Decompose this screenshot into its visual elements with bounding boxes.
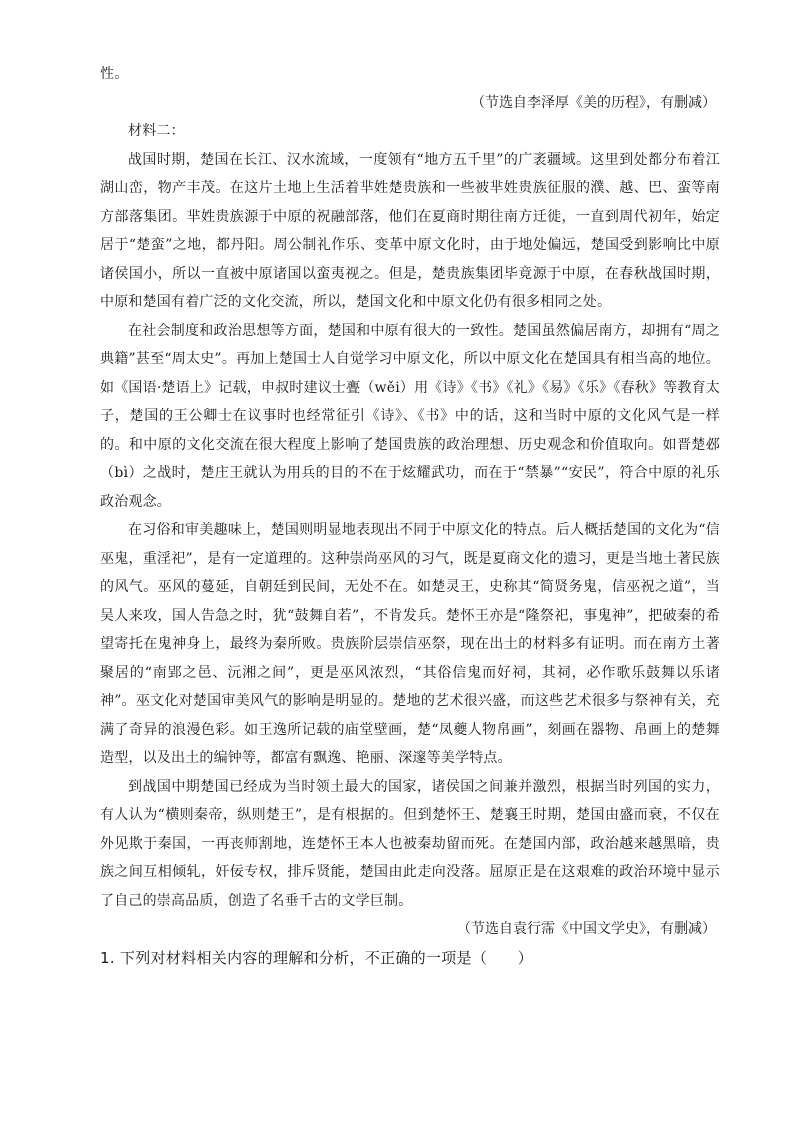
fragment-end: 性。	[100, 66, 129, 82]
source-citation-1: （节选自李泽厚《美的历程》，有删减）	[471, 94, 716, 111]
paragraph-2: 在社会制度和政治思想等方面，楚国和中原有很大的一致性。楚国虽然偏居南方，却拥有“周之典籍”甚至“周太史”。再加上楚国士人自觉学习中原文化，所以中原文化在楚国具有相当高的地位。如《国语·楚语上》记载，申叔时建议士亹（wěi）用《诗》《书》《礼》《易》《乐》《春秋》等教育太子，楚国的王公卿士在议事时也经常征引《诗》、《书》中的话，这和当时中原的文化风气是一样的。和中原的文化交流在很大程度上影响了楚国贵族的政治理想、历史观念和价值取向。如晋楚邲（bì）之战时，楚庄王就认为用兵的目的不在于炫耀武功，而在于“禁暴”“安民”，符合中原的礼乐政治观念。	[100, 322, 720, 510]
source-citation-2: （节选自袁行霈《中国文学史》，有删减）	[457, 921, 716, 937]
paragraph-4: 到战国中期楚国已经成为当时领土最大的国家，诸侯国之间兼并激烈，根据当时列国的实力，有人认为“横则秦帝，纵则楚王”，是有根据的。但到楚怀王、楚襄王时期，楚国由盛而衰，不仅在外见欺于秦国，一再丧师割地，连楚怀王本人也被秦劫留而死。在楚国内部，政治越来越黑暗，贵族之间互相倾轧，奸佞专权，排斥贤能，楚国由此走向没落。屈原正是在这艰难的政治环境中显示了自己的崇高品质，创造了名垂千古的文学巨制。	[100, 778, 720, 909]
material-2-label: 材料二：	[128, 123, 185, 139]
document-content	[100, 60, 720, 972]
question-1: 1. 下列对材料相关内容的理解和分析，不正确的一项是（ ）	[100, 948, 534, 967]
paragraph-1: 战国时期，楚国在长江、汉水流域，一度领有“地方五千里”的广袤疆域。这里到处都分布着江湖山峦，物产丰茂。在这片土地上生活着芈姓楚贵族和一些被芈姓贵族征服的濮、越、巴、蛮等南方部落集团。芈姓贵族源于中原的祝融部落，他们在夏商时期往南方迁徙，一直到周代初年，始定居于“楚蛮”之地，都丹阳。周公制礼作乐、变革中原文化时，由于地处偏远，楚国受到影响比中原诸侯国小，所以一直被中原诸国以蛮夷视之。但是，楚贵族集团毕竟源于中原，在春秋战国时期，中原和楚国有着广泛的文化交流，所以，楚国文化和中原文化仍有很多相同之处。	[100, 151, 720, 310]
paragraph-3: 在习俗和审美趣味上，楚国则明显地表现出不同于中原文化的特点。后人概括楚国的文化为“信巫鬼，重淫祀”，是有一定道理的。这种崇尚巫风的习气，既是夏商文化的遗习，更是当地土著民族的风气。巫风的蔓延，自朝廷到民间，无处不在。如楚灵王，史称其“简贤务鬼，信巫祝之道”，当吴人来攻，国人告急之时，犹“鼓舞自若”，不肯发兵。楚怀王亦是“隆祭祀，事鬼神”，把破秦的希望寄托在鬼神身上，最终为秦所败。贵族阶层崇信巫祭，现在出土的材料多有证明。而在南方土著聚居的“南郢之邑、沅湘之间”，更是巫风浓烈，“其俗信鬼而好祠，其祠，必作歌乐鼓舞以乐诸神”。巫文化对楚国审美风气的影响是明显的。楚地的艺术很兴盛，而这些艺术很多与祭神有关，充满了奇异的浪漫色彩。如王逸所记载的庙堂壁画，楚“凤夔人物帛画”，刻画在器物、帛画上的楚舞造型，以及出土的编钟等，都富有飘逸、艳丽、深邃等美学特点。	[100, 522, 720, 766]
